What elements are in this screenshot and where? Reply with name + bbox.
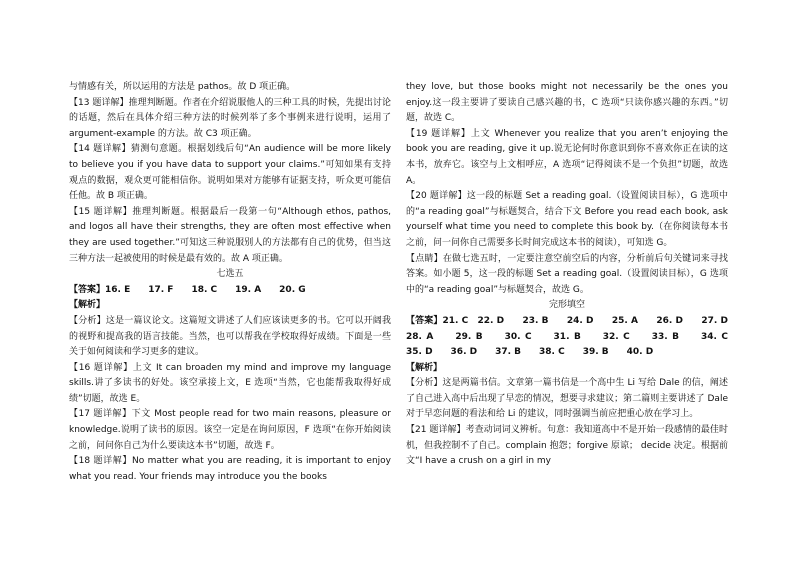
paragraph-q13: 【13 题详解】推理判断题。作者在介绍说服他人的三种工具的时候，先提出讨论的话题，然后在具体介绍三种方法的时候列举了多个事例来进行说明，运用了 argument-example 的方法。故 C3 项正确。 xyxy=(69,97,391,139)
paragraph-q17: 【17 题详解】下文 Most people read for two main reasons, pleasure or knowledge.说明了读书的原因。该空一定是在询问原因，F 选项“在你开始阅读之前，问问你自己为什么要读这本书”切题，故选 F。 xyxy=(69,409,391,451)
section-heading-seven-choose-five: 七选五 xyxy=(216,269,244,280)
paragraph-q18-end: they love, but those books might not necessarily be the ones you enjoy.这一段主要讲了要读自己感兴趣的书，C 选项“只读你感兴趣的东西。”切题，故选 C。 xyxy=(406,82,728,124)
paragraph-q14: 【14 题详解】猜测句意题。根据划线后句“An audience will be more likely to believe you if you have data to support your claims.”可知如果有支持观点的数据，观众更可能相信你。说明如果对方能够有证据支持，听众更可能信任他。故 B 项正确。 xyxy=(69,144,391,202)
answer-line-21-40: 【答案】21. C 22. D 23. B 24. D 25. A 26. D 27. D 28. A 29. B 30. C 31. B 32. C 33. B 34. C 35. D 36. D 37. B 38. C 39. B 40. D xyxy=(406,315,747,358)
paragraph-q16: 【16 题详解】上文 It can broaden my mind and improve my language skills.讲了多读书的好处。该空承接上文，E 选项“当然，它也能帮我取得好成绩”切题，故选 E。 xyxy=(69,362,391,404)
paragraph-q21: 【21 题详解】考查动词词义辨析。句意：我知道高中不是开始一段感情的最佳时机，但我控制不了自己。complain 抱怨；forgive 原谅； decide 决定。根据前文“I have a crush on a girl in my xyxy=(406,425,728,467)
analysis-label-2: 【解析】 xyxy=(406,362,443,373)
paragraph-q19: 【19 题详解】上文 Whenever you realize that you aren’t enjoying the book you are reading, give it up.说无论何时你意识到你不喜欢你正在读的这本书，放弃它。该空与上文相呼应，A 选项“记得阅读不是一个负担”切题，故选 A。 xyxy=(406,128,728,186)
paragraph-q15: 【15 题详解】推理判断题。根据最后一段第一句“Although ethos, pathos, and logos all have their strengths, they are often most effective when they are used together.”可知这三种说服别人的方法都有自己的优势，但当这三种方法一起被使用的时候是最有效的。故 A 项正确。 xyxy=(69,206,391,264)
right-column xyxy=(406,80,747,470)
paragraph-tip: 【点睛】在做七选五时，一定要注意空前空后的内容，分析前后句关键词来寻找答案。如小题 5，这一段的标题 Set a reading goal.（设置阅读目标），G 选项中的“a reading goal”与标题契合，故选 G。 xyxy=(406,253,728,295)
analysis-label: 【解析】 xyxy=(69,300,106,311)
section-heading-cloze: 完形填空 xyxy=(548,300,585,311)
paragraph-analysis-2: 【分析】这是两篇书信。文章第一篇书信是一个高中生 Li 写给 Dale 的信，阐述了自己进入高中后出现了早恋的情况，想要寻求建议；第二篇则主要讲述了 Dale 对于早恋问题的看法和给 Li 的建议，同时强调当前应把重心放在学习上。 xyxy=(406,378,728,420)
paragraph-12-tail: 与情感有关，所以运用的方法是 pathos。故 D 项正确。 xyxy=(69,82,296,92)
left-column xyxy=(69,80,391,485)
answer-line-16-20: 【答案】16. E 17. F 18. C 19. A 20. G xyxy=(69,284,306,295)
paragraph-analysis: 【分析】这是一篇议论文。这篇短文讲述了人们应该读更多的书。它可以开阔我的视野和提高我的语言技能。当然，也可以帮我在学校取得好成绩。下面是一些关于如何阅读和学习更多的建议。 xyxy=(69,315,391,358)
paragraph-q20: 【20 题详解】这一段的标题 Set a reading goal.（设置阅读目标），G 选项中的“a reading goal”与标题契合，结合下文 Before you read each book, ask yourself what time you need to complete this book by.（在你阅读每本书之前，问一问你自己需要多长时间完成这本书的阅读），可知选 G。 xyxy=(406,191,728,248)
paragraph-q18-start: 【18 题详解】No matter what you are reading, it is important to enjoy what you read. Your friends may introduce you the books xyxy=(69,456,391,482)
